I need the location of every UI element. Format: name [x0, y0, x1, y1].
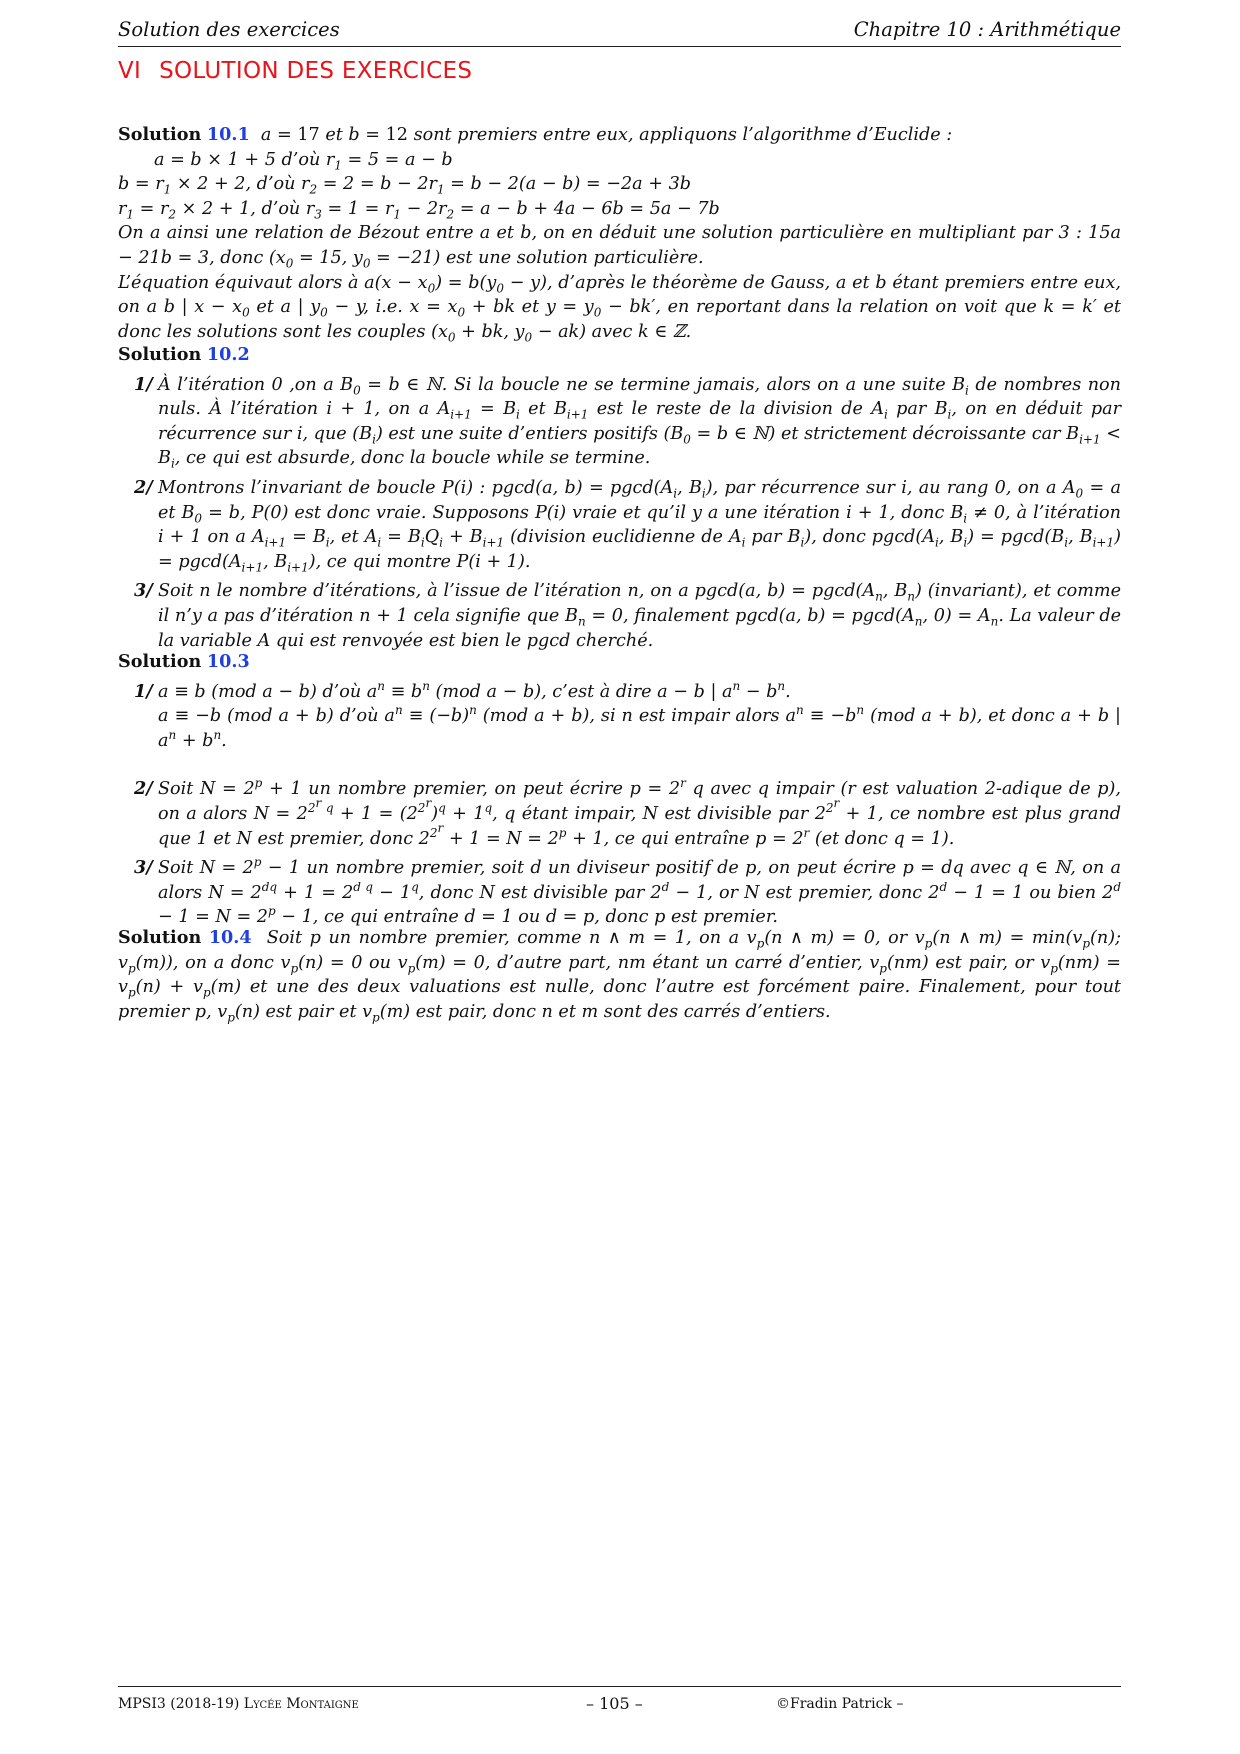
solution-ref-link[interactable]: 10.4 — [208, 927, 252, 948]
solution-10-3 — [118, 650, 1121, 930]
footer-right: ©Fradin Patrick – — [776, 1696, 904, 1712]
solution-label: Solution — [118, 927, 202, 948]
list-item: 3/ Soit $N = 2^p - 1$ un nombre premier, soit d un diviseur positif de p, on peut écrire p = dq avec q ∈ ℕ, on a alors $N = 2^{dq} + 1 = 2^{d q} - 1^q$, donc N est divisible par $2^d - 1$, or N est premier, donc $2^d - 1 = 1$ ou bien $2^d - 1 = N = 2^p - 1$, ce qui entraîne d = 1 ou d = p, donc p est premier. — [134, 855, 1121, 928]
list-item: 3/ Soit n le nombre d’itérations, à l’issue de l’itération n, on a pgcd(a, $b) = pgcd(A_n$, $B_n$) (invariant), et comme il n’y a pas d’itération n + 1 cela signifie que $B_n = 0$, finalement pgcd(a, $b) = pgcd(A_n$, $0) = A_n$. La valeur de la variable A qui est renvoyée est bien le pgcd cherché. — [134, 580, 1121, 651]
solution-10-1: Solution 10.1 a = 17 et b = 12 sont premiers entre eux, appliquons l’algorithme d’Euclide : a = b × 1 + 5 d’où $r_1 = 5 = a - b$ $b = r_1 \times 2 + 2$, d’où $r_2 = 2 = b - 2r_1 = b - 2(a - b) = -2a + 3b$ $r_1 = r_2 \times 2 + 1$, d’où $r_3 = 1 = r_1 - 2r_2 = a - b + 4a - 6b = 5a - 7b$ On a ainsi une relation de Bézout entre a et b, on en déduit une solution particulière en multipliant par 3 : 15a − 21b = 3, donc ($x_0 = 15$, $y_0 = -21$) est une solution particulière. L’équation équivaut alors à $a(x - x_0) = b(y_0 - y)$, d’après le théorème de Gauss, a et b étant premiers entre eux, on a b | $x - x_0$ et a | $y_0 - y$, i.e. $x = x_0$ + bk et $y = y_0 - bk'$, en reportant dans la relation on voit que k = k′ et donc les solutions sont les couples ($x_0$ + bk, $y_0 - ak$) avec k ∈ ℤ. — [118, 124, 1122, 345]
section-title — [118, 58, 472, 84]
section-number: VI — [118, 58, 142, 84]
solution-10-4: Solution 10.4 Soit p un nombre premier, comme n ∧ m = 1, on a $v_p(n$ ∧ m) = 0, or $v_p(n$ ∧ $m) = \min(v_p(n)$; $v_p(m)$), on a donc $v_p(n) = 0$ ou $v_p(m) = 0$, d’autre part, nm étant un carré d’entier, $v_p(nm)$ est pair, or $v_p(nm) = v_p(n) + v_p(m)$ et une des deux valuations est nulle, donc l’autre est forcément paire. Finalement, pour tout premier p, $v_p(n)$ est pair et $v_p(m)$ est pair, donc n et m sont des carrés d’entiers. — [118, 927, 1122, 1025]
page — [118, 0, 1121, 1754]
page-header — [118, 18, 1121, 47]
list-item: 2/ Montrons l’invariant de boucle P(i) : pgcd(a, $b) = pgcd(A_i$, $B_i$), par récurrence sur i, au rang 0, on a $A_0 = a$ et $B_0 = b$, P(0) est donc vraie. Supposons P(i) vraie et qu’il y a une itération i + 1, donc $B_i \ne 0$, à l’itération i + 1 on a $A_{i+1} = B_i$, et $A_i = B_iQ_i + B_{i+1}$ (division euclidienne de $A_i$ par $B_i$), donc $pgcd(A_i$, $B_i) = pgcd(B_i$, $B_{i+1}) = pgcd(A_{i+1}$, $B_{i+1}$), ce qui montre P(i + 1). — [134, 476, 1121, 575]
page-number: – 105 – — [586, 1694, 643, 1713]
header-right: Chapitre 10 : Arithmétique — [853, 18, 1121, 41]
solution-10-2 — [118, 343, 1121, 653]
list-item: 1/ À l’itération 0 ,on a $B_0 = b$ ∈ ℕ. Si la boucle ne se termine jamais, alors on a une suite $B_i$ de nombres non nuls. À l’itération i + 1, on a $A_{i+1} = B_i$ et $B_{i+1}$ est le reste de la division de $A_i$ par $B_i$, on en déduit par récurrence sur i, que $(B_i)$ est une suite d’entiers positifs ($B_0 = b$ ∈ ℕ) et strictement décroissante car $B_{i+1} < B_i$, ce qui est absurde, donc la boucle while se termine. — [134, 373, 1122, 471]
solution-ref-link[interactable]: 10.3 — [206, 651, 250, 672]
solution-label: Solution — [118, 651, 202, 672]
page-footer — [118, 1686, 1121, 1713]
footer-left: MPSI3 (2018-19) Lycée Montaigne — [118, 1696, 359, 1712]
header-left: Solution des exercices — [118, 18, 340, 41]
section-heading: SOLUTION DES EXERCICES — [159, 58, 473, 84]
solution-ref-link[interactable]: 10.1 — [206, 124, 250, 145]
list-item: 2/ Soit $N = 2^p + 1$ un nombre premier, on peut écrire $p = 2^r$ q avec q impair (r est valuation 2-adique de p), on a alors $N = 2^{2^r q} + 1 = (2^{2^r})^q + 1^q$, q étant impair, N est divisible par $2^{2^r} + 1$, ce nombre est plus grand que 1 et N est premier, donc $2^{2^r} + 1 = N = 2^p + 1$, ce qui entraîne $p = 2^r$ (et donc q = 1). — [134, 776, 1121, 849]
solution-label: Solution — [118, 124, 202, 145]
list-item: 1/ a ≡ b (mod a − b) d’où $a^n \equiv b^n$ (mod a − b), c’est à dire a − b | $a^n - b^n$. a ≡ −b (mod a + b) d’où $a^n \equiv (-b)^n$ (mod a + b), si n est impair alors $a^n \equiv -b^n$ (mod a + b), et donc a + b | $a^n + b^n$. — [134, 678, 1121, 751]
solution-label: Solution — [118, 344, 202, 365]
solution-ref-link[interactable]: 10.2 — [206, 344, 250, 365]
